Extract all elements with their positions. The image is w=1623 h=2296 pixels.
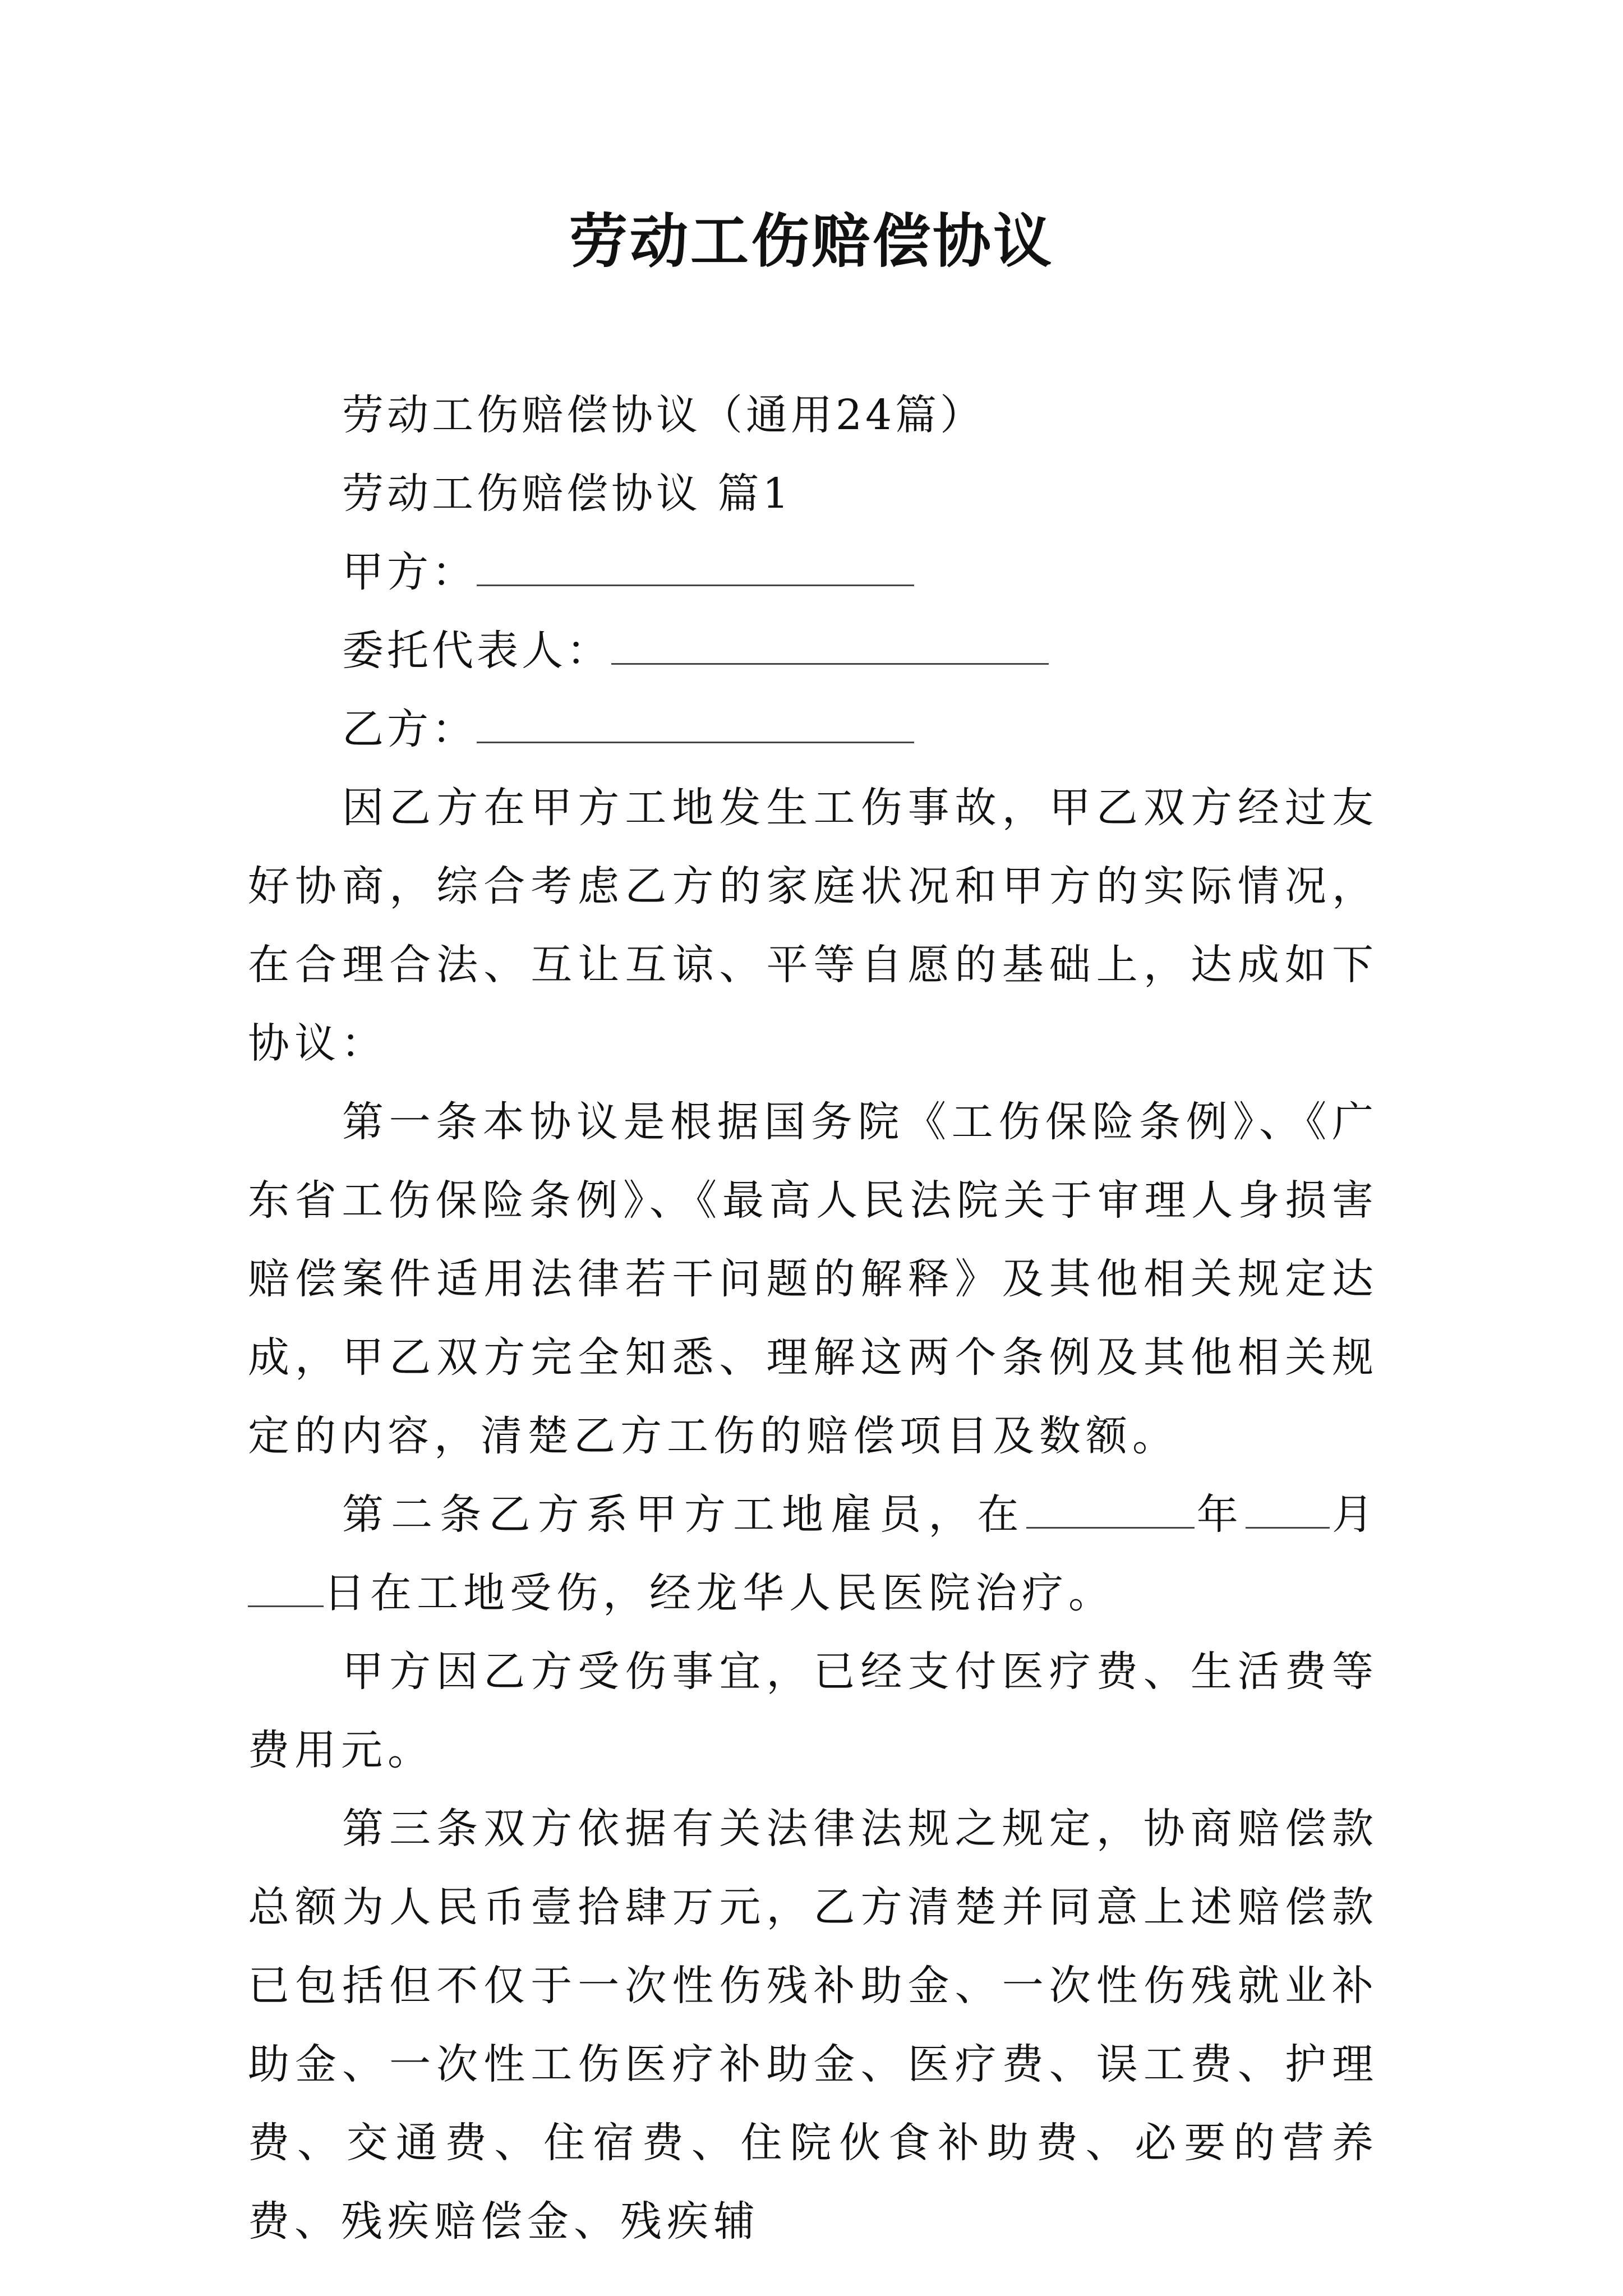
article-3-paragraph: 第三条双方依据有关法律法规之规定，协商赔偿款总额为人民币壹拾肆万元，乙方清楚并同意上述赔偿款已包括但不仅于一次性伤残补助金、一次性伤残就业补助金、一次性工伤医疗补助金、医疗费、误工费、护理费、交通费、住宿费、住院伙食补助费、必要的营养费、残疾赔偿金、残疾辅 xyxy=(248,1805,1378,2246)
intro-paragraph: 因乙方在甲方工地发生工伤事故，甲乙双方经过友好协商，综合考虑乙方的家庭状况和甲方的实际情况，在合理合法、互让互谅、平等自愿的基础上，达成如下协议： xyxy=(248,784,1378,1068)
article-2-prefix: 第二条乙方系甲方工地雇员，在 xyxy=(342,1490,1026,1539)
year-blank xyxy=(1026,1491,1195,1529)
article-2-paragraph xyxy=(248,1475,1378,1632)
party-b-line xyxy=(248,690,1378,769)
day-blank xyxy=(248,1570,324,1607)
party-b-label: 乙方： xyxy=(342,705,477,753)
party-a-line xyxy=(248,533,1378,611)
document-body xyxy=(248,376,1378,2261)
month-label: 月 xyxy=(1329,1490,1379,1539)
article-2-suffix: 日在工地受伤，经龙华人民医院治疗。 xyxy=(324,1569,1115,1617)
month-blank xyxy=(1246,1491,1330,1529)
party-a-label: 甲方： xyxy=(342,548,477,596)
article-1-paragraph: 第一条本协议是根据国务院《工伤保险条例》、《广东省工伤保险条例》、《最高人民法院关于审理人身损害赔偿案件适用法律若干问题的解释》及其他相关规定达成，甲乙双方完全知悉、理解这两个条例及其他相关规定的内容，清楚乙方工伤的赔偿项目及数额。 xyxy=(248,1098,1378,1460)
agent-line xyxy=(248,611,1378,690)
agent-blank xyxy=(611,627,1049,665)
document-subtitle: 劳动工伤赔偿协议（通用24篇） xyxy=(342,391,985,439)
document-title: 劳动工伤赔偿协议 xyxy=(569,206,1054,275)
payment-paragraph: 甲方因乙方受伤事宜，已经支付医疗费、生活费等费用元。 xyxy=(248,1648,1378,1774)
year-label: 年 xyxy=(1194,1490,1246,1539)
party-a-blank xyxy=(477,549,914,586)
section-heading: 劳动工伤赔偿协议 篇1 xyxy=(342,470,792,518)
agent-label: 委托代表人： xyxy=(342,627,611,675)
party-b-blank xyxy=(477,706,914,743)
